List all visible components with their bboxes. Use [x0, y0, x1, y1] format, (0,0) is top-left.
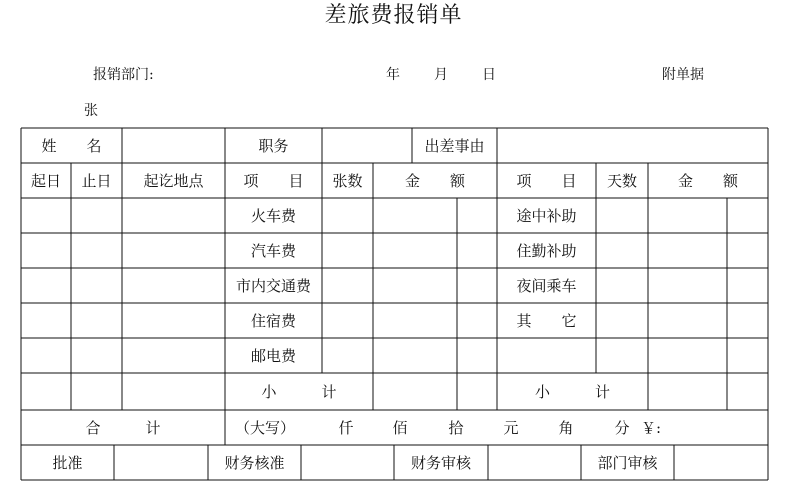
- subtotal-left-label: 小 计: [261, 383, 337, 401]
- attachments-unit: 张: [84, 103, 98, 119]
- header-item: 项 目: [243, 172, 304, 190]
- item-stay-allowance: 住勤补助: [516, 242, 577, 260]
- position-field[interactable]: [322, 128, 412, 163]
- total-label: 合 计: [85, 419, 161, 437]
- item-bus-fare: 汽车费: [250, 242, 296, 260]
- finance-audit-label: 财务审核: [410, 454, 471, 472]
- dept-audit-field[interactable]: [674, 445, 768, 480]
- header-count: 张数: [332, 172, 363, 190]
- trip-reason-label: 出差事由: [424, 137, 485, 155]
- item-lodging: 住宿费: [250, 312, 296, 330]
- form-title: 差旅费报销单: [324, 3, 463, 28]
- header-start-day: 起日: [30, 172, 61, 190]
- item-postal-telecom: 邮电费: [250, 347, 296, 365]
- item-local-transport: 市内交通费: [235, 277, 311, 295]
- header-item-right: 项 目: [516, 172, 577, 190]
- approve-field[interactable]: [114, 445, 208, 480]
- finance-check-label: 财务核准: [224, 454, 285, 472]
- item-travel-allowance: 途中补助: [516, 207, 577, 225]
- year-label: 年: [386, 67, 400, 83]
- name-field[interactable]: [122, 128, 225, 163]
- total-fen: 分: [614, 419, 630, 437]
- approve-label: 批准: [52, 454, 83, 472]
- dept-audit-label: 部门审核: [597, 454, 658, 472]
- total-qian: 仟: [338, 419, 354, 437]
- total-capital-label: （大写）: [234, 419, 295, 437]
- total-yuan: 元: [503, 419, 519, 437]
- total-yen-sign: ￥:: [640, 419, 662, 437]
- name-label: 姓 名: [41, 137, 102, 155]
- header-amount: 金 额: [404, 172, 465, 190]
- header-days: 天数: [606, 172, 637, 190]
- item-train-fare: 火车费: [250, 207, 296, 225]
- item-other: 其 它: [516, 312, 577, 330]
- header-end-day: 止日: [81, 172, 112, 190]
- day-label: 日: [482, 67, 496, 83]
- department-label: 报销部门:: [93, 67, 154, 83]
- total-jiao: 角: [558, 419, 574, 437]
- total-bai: 佰: [392, 419, 408, 437]
- month-label: 月: [434, 67, 448, 83]
- header-location: 起讫地点: [143, 172, 204, 190]
- total-shi: 拾: [448, 419, 464, 437]
- finance-check-field[interactable]: [301, 445, 394, 480]
- attachments-label: 附单据: [662, 67, 704, 83]
- item-night-ride: 夜间乘车: [516, 277, 577, 295]
- finance-audit-field[interactable]: [488, 445, 581, 480]
- header-amount-right: 金 额: [677, 172, 738, 190]
- subtotal-right-label: 小 计: [534, 383, 610, 401]
- position-label: 职务: [258, 137, 289, 155]
- trip-reason-field[interactable]: [497, 128, 768, 163]
